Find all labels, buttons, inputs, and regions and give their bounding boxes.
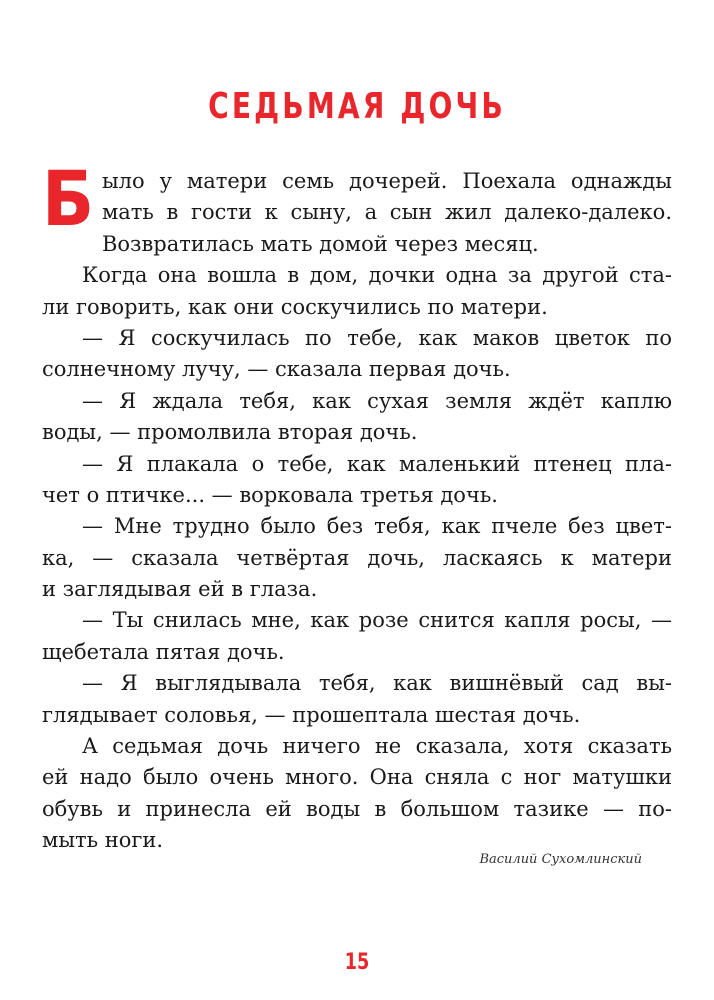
page-title: СЕДЬМАЯ ДОЧЬ — [208, 86, 506, 127]
page-number: 15 — [344, 950, 370, 975]
text-line: ей надо было очень много. Она сняла с ног матушки — [42, 765, 672, 790]
text-line: ли говорить, как они соскучились по матери. — [42, 294, 548, 319]
drop-cap: Б — [42, 154, 95, 243]
story-text — [42, 154, 672, 857]
text-line: — Мне трудно было без тебя, как пчеле без цвет- — [82, 514, 672, 539]
text-line: и заглядывая ей в глаза. — [42, 577, 318, 602]
text-line: Когда она вошла в дом, дочки одна за другой ста- — [82, 263, 672, 288]
text-line: — Ты снилась мне, как розе снится капля росы, — — [82, 608, 672, 633]
text-line: Возвратилась мать домой через месяц. — [101, 231, 539, 256]
text-line: — Я плакала о тебе, как маленький птенец пла- — [82, 451, 672, 476]
text-line: солнечному лучу, — сказала первая дочь. — [42, 357, 511, 382]
text-line: глядывает соловья, — прошептала шестая дочь. — [42, 702, 581, 727]
text-line: мыть ноги. — [42, 828, 164, 853]
author-signature: Василий Сухомлинский — [479, 852, 642, 867]
text-line: обувь и принесла ей воды в большом тазике — по- — [42, 796, 672, 821]
text-line: — Я выглядывала тебя, как вишнёвый сад вы- — [82, 671, 672, 696]
text-lines — [42, 197, 672, 856]
text-line: чет о птичке... — ворковала третья дочь. — [42, 482, 498, 507]
text-line: — Я ждала тебя, как сухая земля ждёт каплю — [82, 388, 672, 413]
text-line: щебетала пятая дочь. — [42, 639, 285, 664]
text-line: мать в гости к сыну, а сын жил далеко-далеко. — [101, 200, 672, 225]
text-line: — Я соскучилась по тебе, как маков цветок по — [82, 325, 672, 350]
text-line: ка, — сказала четвёртая дочь, ласкаясь к матери — [42, 545, 672, 570]
text-line-first: ыло у матери семь дочерей. Поехала однажды — [101, 169, 672, 193]
text-line: воды, — промолвила вторая дочь. — [42, 420, 418, 445]
text-line: А седьмая дочь ничего не сказала, хотя сказать — [82, 734, 672, 759]
